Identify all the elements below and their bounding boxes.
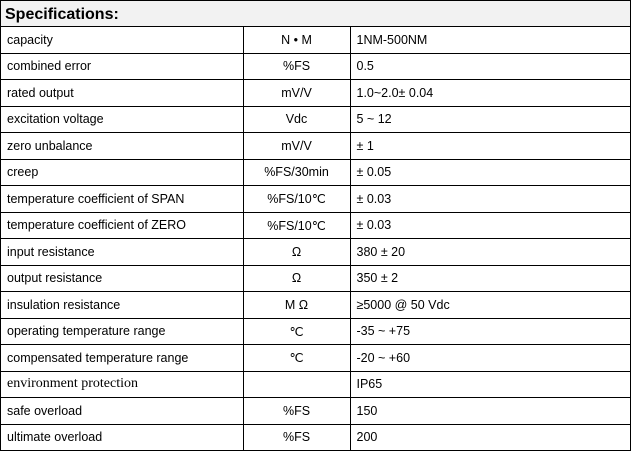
unit-cell: %FS [243, 53, 350, 80]
table-row [1, 159, 630, 186]
value-cell: 150 [350, 398, 630, 425]
parameter-cell: output resistance [1, 265, 243, 292]
parameter-cell: combined error [1, 53, 243, 80]
table-row [1, 186, 630, 213]
unit-cell: ℃ [243, 345, 350, 372]
unit-cell: N • M [243, 27, 350, 53]
unit-cell: Ω [243, 265, 350, 292]
value-cell: 380 ± 20 [350, 239, 630, 266]
unit-cell: ℃ [243, 318, 350, 345]
value-cell: 1.0~2.0± 0.04 [350, 80, 630, 107]
value-cell: 5 ~ 12 [350, 106, 630, 133]
table-row [1, 239, 630, 266]
parameter-cell: rated output [1, 80, 243, 107]
value-cell: 200 [356, 430, 378, 445]
value-cell: 350 ± 2 [350, 265, 630, 292]
value-cell: ≥5000 @ 50 Vdc [350, 292, 630, 319]
value-cell: 1NM-500NM [350, 27, 630, 53]
unit-cell: %FS [243, 424, 350, 450]
unit-cell: %FS/30min [243, 159, 350, 186]
table-row [1, 106, 630, 133]
table-row [1, 212, 630, 239]
table-row [1, 371, 630, 398]
value-cell: -20 ~ +60 [350, 345, 630, 372]
parameter-cell: excitation voltage [1, 106, 243, 133]
unit-cell: %FS [243, 398, 350, 425]
unit-cell: M Ω [243, 292, 350, 319]
value-cell: ± 1 [350, 133, 630, 160]
parameter-cell: insulation resistance [1, 292, 243, 319]
specifications-table [1, 27, 630, 450]
table-row [1, 424, 630, 450]
table-row [1, 265, 630, 292]
value-cell: -35 ~ +75 [350, 318, 630, 345]
value-cell: ± 0.03 [350, 186, 630, 213]
specifications-title: Specifications: [1, 1, 630, 27]
table-row [1, 398, 630, 425]
unit-cell: mV/V [243, 80, 350, 107]
parameter-cell: creep [1, 159, 243, 186]
parameter-cell: environment protection [1, 371, 243, 398]
unit-cell: %FS/10℃ [243, 212, 350, 239]
unit-cell: Vdc [243, 106, 350, 133]
parameter-cell: input resistance [1, 239, 243, 266]
table-row [1, 345, 630, 372]
table-row [1, 27, 630, 53]
parameter-cell: compensated temperature range [1, 345, 243, 372]
parameter-cell: operating temperature range [1, 318, 243, 345]
unit-cell: Ω [243, 239, 350, 266]
parameter-cell: safe overload [1, 398, 243, 425]
parameter-cell: temperature coefficient of ZERO [1, 212, 243, 239]
parameter-cell: temperature coefficient of SPAN [1, 186, 243, 213]
parameter-cell: ultimate overload [1, 424, 243, 450]
table-row [1, 80, 630, 107]
value-cell: 0.5 [350, 53, 630, 80]
table-row [1, 292, 630, 319]
value-cell: ± 0.05 [350, 159, 630, 186]
table-row [1, 53, 630, 80]
parameter-cell: zero unbalance [1, 133, 243, 160]
value-cell: IP65 [350, 371, 630, 398]
table-row [1, 318, 630, 345]
unit-cell: %FS/10℃ [243, 186, 350, 213]
parameter-cell: capacity [1, 27, 243, 53]
unit-cell: mV/V [243, 133, 350, 160]
unit-cell [243, 371, 350, 398]
table-row [1, 133, 630, 160]
value-cell: ± 0.03 [350, 212, 630, 239]
